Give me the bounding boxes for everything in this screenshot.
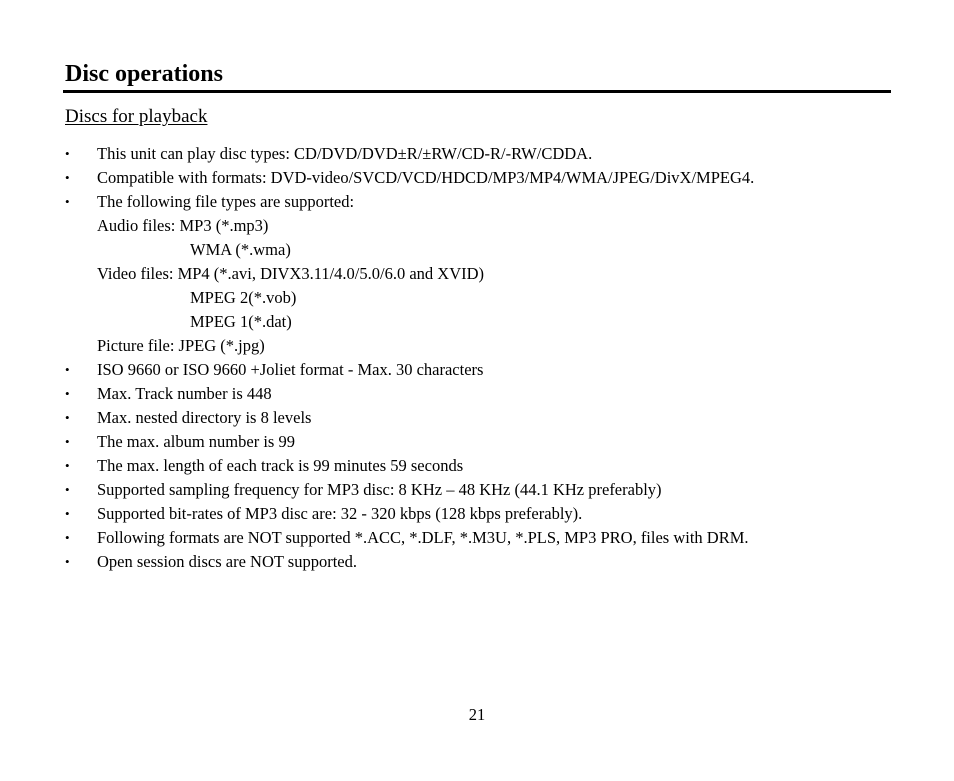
bullet-icon: • [65, 506, 70, 521]
list-item [0, 478, 954, 502]
list-item [0, 430, 954, 454]
section-subtitle: Discs for playback [65, 106, 208, 127]
list-item [0, 406, 954, 430]
list-item-text: Max. nested directory is 8 levels [97, 408, 312, 427]
list-item-text: The max. length of each track is 99 minutes 59 seconds [97, 456, 464, 475]
list-item-text: Audio files: MP3 (*.mp3) [97, 216, 269, 235]
list-item-text: ISO 9660 or ISO 9660 +Joliet format - Max. 30 characters [97, 360, 484, 379]
bullet-icon: • [65, 530, 70, 545]
page-number: 21 [468, 705, 486, 724]
list-item-text: Open session discs are NOT supported. [97, 552, 357, 571]
bullet-icon: • [65, 146, 70, 161]
list-item-continuation [0, 238, 954, 262]
list-item [0, 190, 954, 214]
bullet-icon: • [65, 458, 70, 473]
list-item-text: Max. Track number is 448 [97, 384, 272, 403]
bullet-icon: • [65, 554, 70, 569]
list-item [0, 382, 954, 406]
list-item-text: MPEG 2(*.vob) [190, 288, 297, 307]
bullet-icon: • [65, 434, 70, 449]
list-item-continuation [0, 334, 954, 358]
list-item-continuation [0, 286, 954, 310]
supported-discs-list [0, 142, 954, 574]
list-item-text: Video files: MP4 (*.avi, DIVX3.11/4.0/5.0/6.0 and XVID) [97, 264, 485, 283]
list-item [0, 550, 954, 574]
page-title: Disc operations [65, 61, 223, 87]
list-item-text: Compatible with formats: DVD-video/SVCD/VCD/HDCD/MP3/MP4/WMA/JPEG/DivX/MPEG4. [97, 168, 755, 187]
bullet-icon: • [65, 194, 70, 209]
list-item-text: This unit can play disc types: CD/DVD/DVD±R/±RW/CD-R/-RW/CDDA. [97, 144, 593, 163]
list-item-text: Supported bit-rates of MP3 disc are: 32 - 320 kbps (128 kbps preferably). [97, 504, 583, 523]
list-item [0, 502, 954, 526]
list-item-text: MPEG 1(*.dat) [190, 312, 292, 331]
list-item-continuation [0, 262, 954, 286]
list-item [0, 166, 954, 190]
list-item [0, 142, 954, 166]
list-item-text: The following file types are supported: [97, 192, 355, 211]
list-item [0, 454, 954, 478]
list-item-continuation [0, 214, 954, 238]
bullet-icon: • [65, 482, 70, 497]
list-item-text: The max. album number is 99 [97, 432, 295, 451]
bullet-icon: • [65, 386, 70, 401]
bullet-icon: • [65, 362, 70, 377]
list-item [0, 358, 954, 382]
list-item [0, 526, 954, 550]
bullet-icon: • [65, 410, 70, 425]
title-divider [63, 90, 891, 93]
list-item-continuation [0, 310, 954, 334]
bullet-icon: • [65, 170, 70, 185]
list-item-text: Following formats are NOT supported *.ACC, *.DLF, *.M3U, *.PLS, MP3 PRO, files with DRM. [97, 528, 749, 547]
list-item-text: Supported sampling frequency for MP3 disc: 8 KHz – 48 KHz (44.1 KHz preferably) [97, 480, 662, 499]
list-item-text: WMA (*.wma) [190, 240, 291, 259]
list-item-text: Picture file: JPEG (*.jpg) [97, 336, 265, 355]
